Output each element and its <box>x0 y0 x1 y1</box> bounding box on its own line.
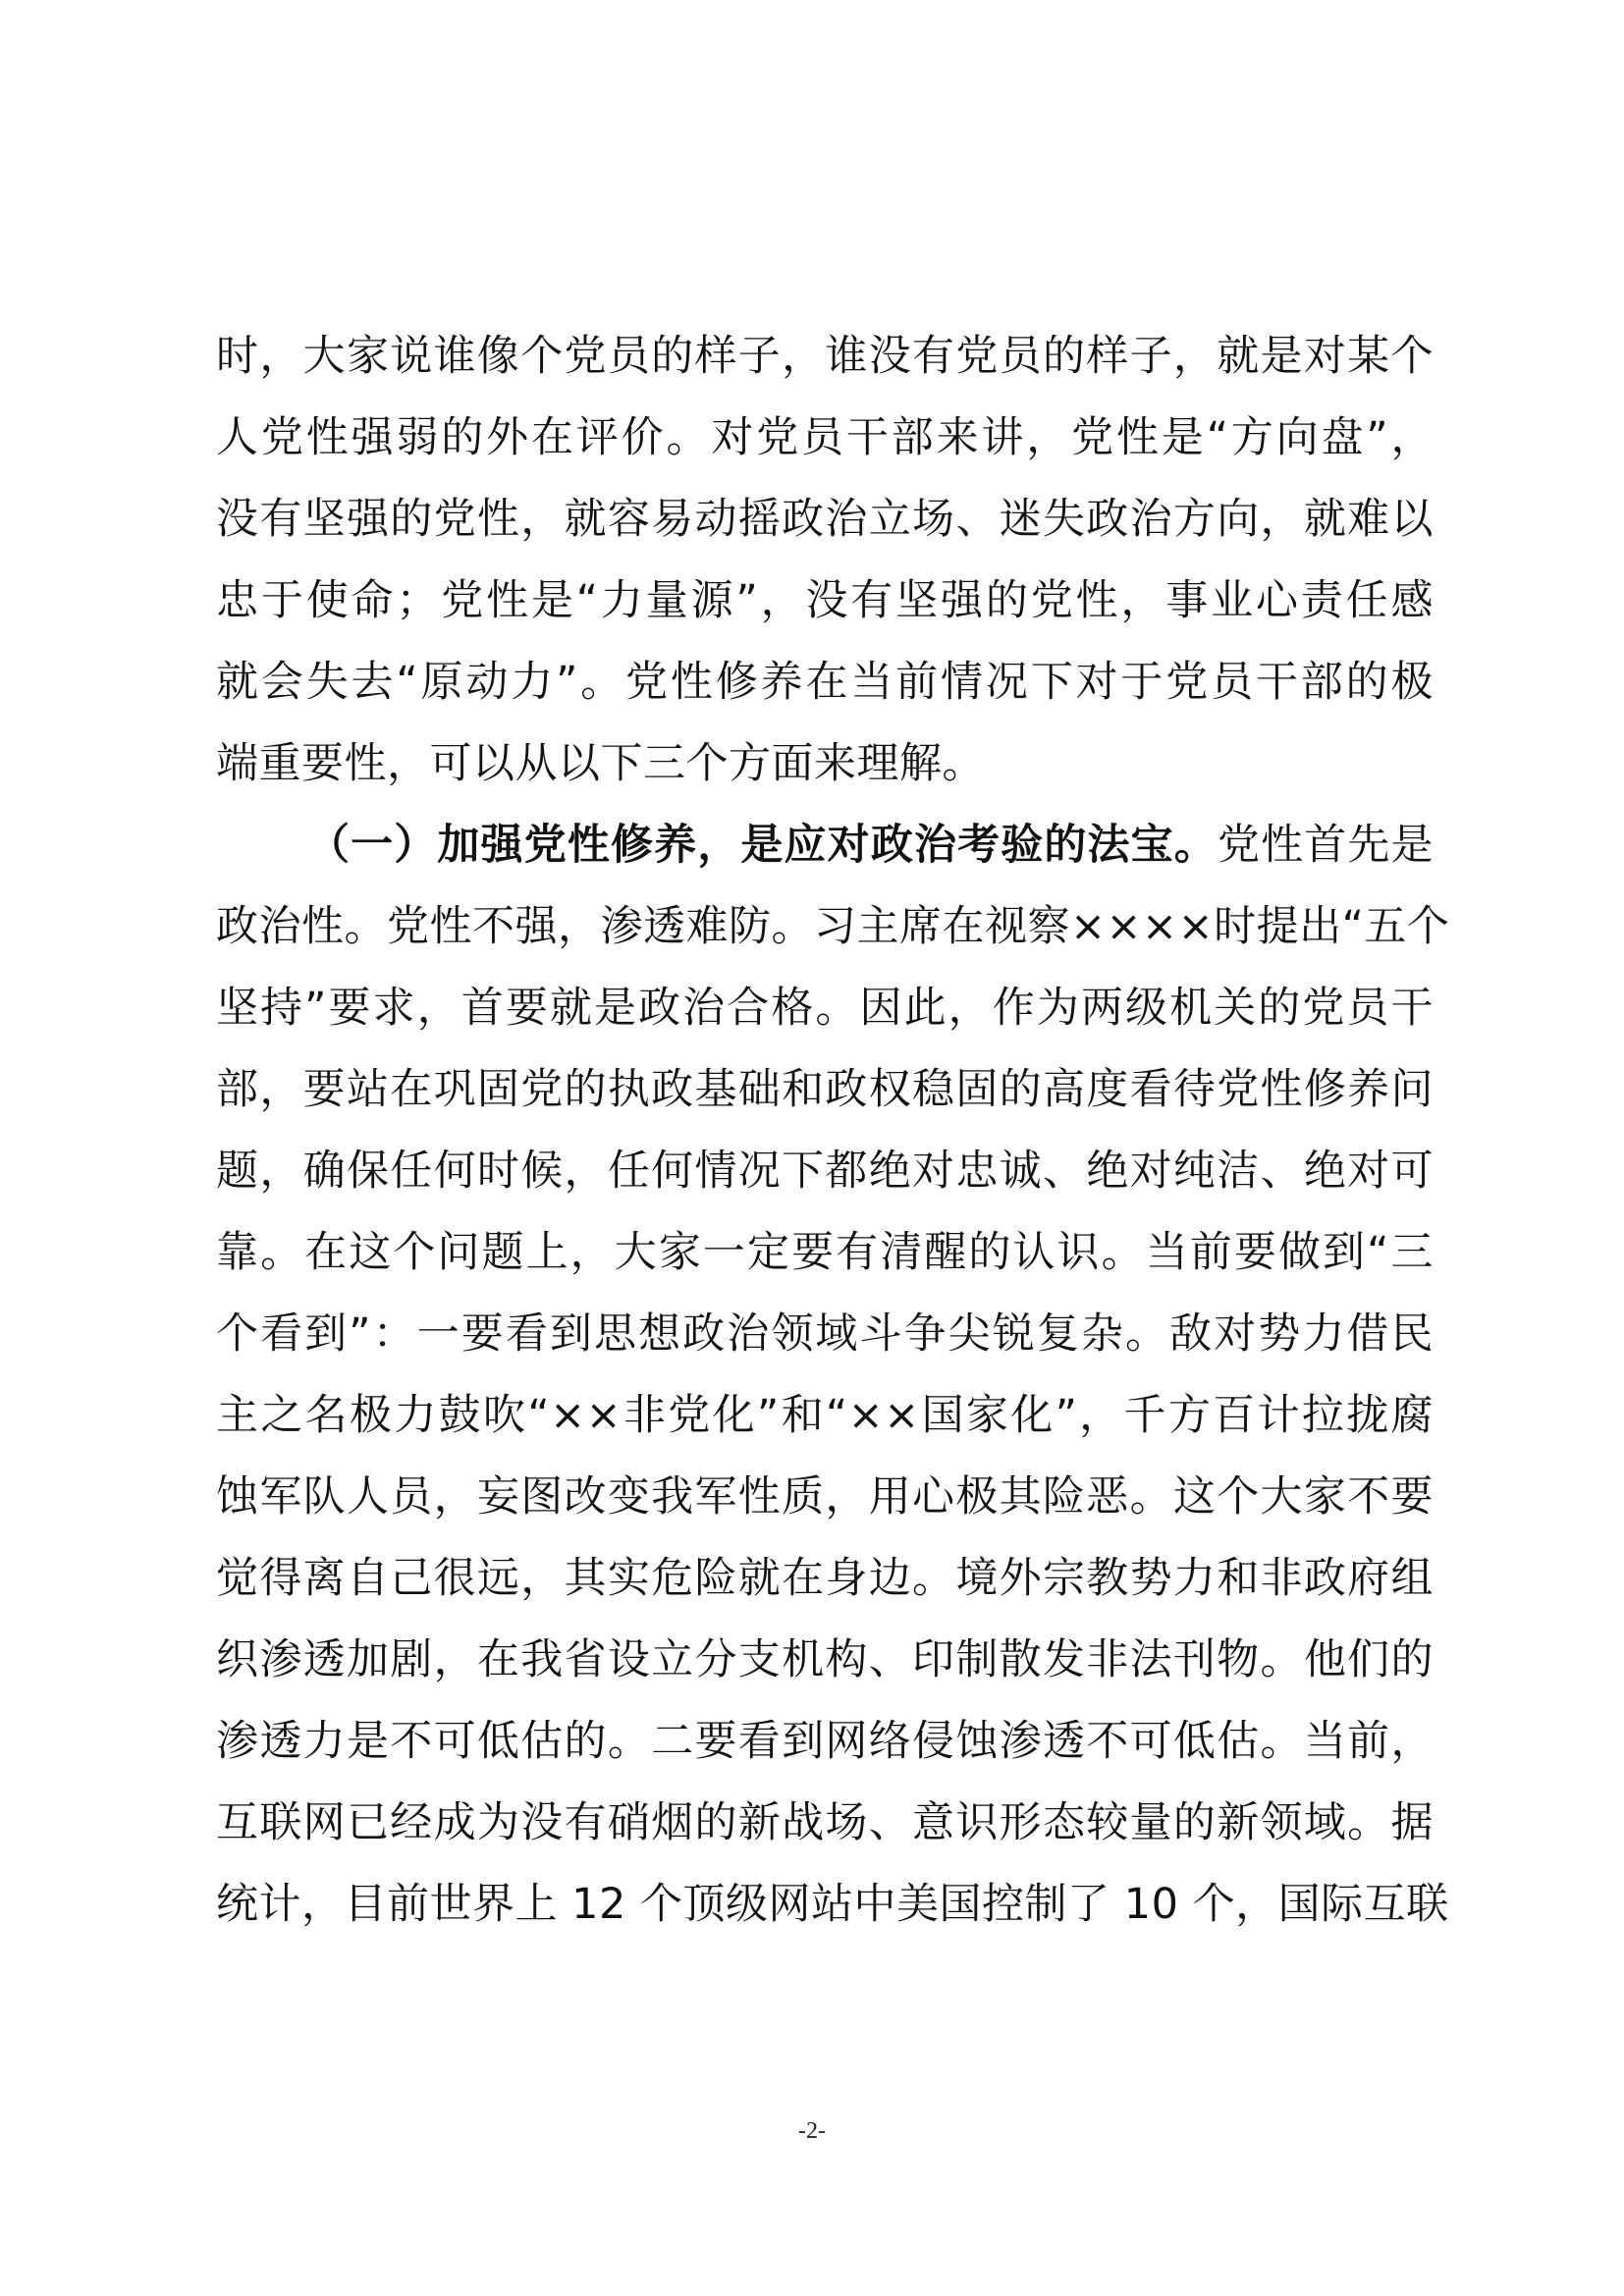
section-heading: （一）加强党性修养，是应对政治考验的法宝。 <box>307 821 1218 870</box>
text-line: 渗透力是不可低估的。二要看到网络侵蚀渗透不可低估。当前， <box>216 1717 1434 1766</box>
paragraph-2 <box>216 805 1450 1946</box>
page-number: -2- <box>798 2118 826 2144</box>
text-line <box>216 805 1434 886</box>
text-line: 互联网已经成为没有硝烟的新战场、意识形态较量的新领域。据 <box>216 1798 1434 1847</box>
text-line: 坚持”要求，首要就是政治合格。因此，作为两级机关的党员干 <box>216 984 1434 1033</box>
text-line: 靠。在这个问题上，大家一定要有清醒的认识。当前要做到“三 <box>216 1228 1434 1277</box>
paragraph-1 <box>216 316 1434 805</box>
text-line: 主之名极力鼓吹“××非党化”和“××国家化”，千方百计拉拢腐 <box>216 1391 1434 1440</box>
text-line: 部，要站在巩固党的执政基础和政权稳固的高度看待党性修养问 <box>216 1065 1434 1114</box>
text-line: 时，大家说谁像个党员的样子，谁没有党员的样子，就是对某个 <box>216 332 1434 381</box>
text-line: 统计，目前世界上 12 个顶级网站中美国控制了 10 个，国际互联 <box>216 1880 1449 1929</box>
text-line: 端重要性，可以从以下三个方面来理解。 <box>216 739 985 788</box>
text-line: 个看到”：一要看到思想政治领域斗争尖锐复杂。敌对势力借民 <box>216 1309 1434 1359</box>
document-body <box>216 316 1450 1946</box>
text-line: 政治性。党性不强，渗透难防。习主席在视察××××时提出“五个 <box>216 902 1450 951</box>
text-line: 人党性强弱的外在评价。对党员干部来讲，党性是“方向盘”， <box>216 413 1434 462</box>
text-line: 就会失去“原动力”。党性修养在当前情况下对于党员干部的极 <box>216 658 1434 707</box>
text-line: 题，确保任何时候，任何情况下都绝对忠诚、绝对纯洁、绝对可 <box>216 1147 1434 1196</box>
text-line: 蚀军队人员，妄图改变我军性质，用心极其险恶。这个大家不要 <box>216 1472 1434 1522</box>
text-line: 织渗透加剧，在我省设立分支机构、印制散发非法刊物。他们的 <box>216 1635 1434 1684</box>
text-line: 忠于使命；党性是“力量源”，没有坚强的党性，事业心责任感 <box>216 576 1434 625</box>
text-line: 没有坚强的党性，就容易动摇政治立场、迷失政治方向，就难以 <box>216 495 1434 544</box>
text-line: 觉得离自己很远，其实危险就在身边。境外宗教势力和非政府组 <box>216 1554 1434 1603</box>
heading-continuation: 党性首先是 <box>1217 821 1435 870</box>
